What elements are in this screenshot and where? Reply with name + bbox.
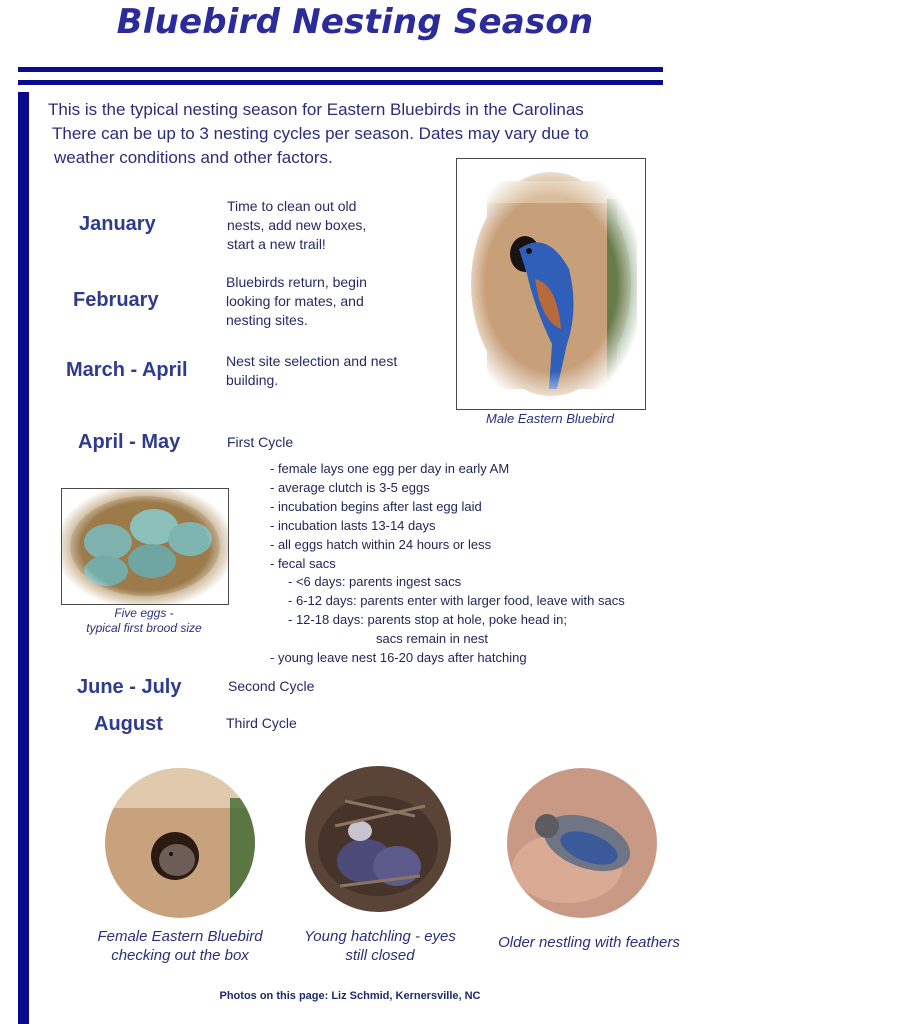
male-bluebird-photo <box>456 158 646 410</box>
month-march-april: March - April <box>66 359 188 381</box>
list-item: - young leave nest 16-20 days after hatching <box>270 650 527 666</box>
intro-text: This is the typical nesting season for Eastern Bluebirds in the Carolinas There can be up to 3 nesting cycles per season. Dates may vary due to weather conditions and other factors. <box>48 100 589 167</box>
nestling-illustration <box>507 768 657 918</box>
eggs-illustration <box>62 489 228 604</box>
desc-march-april: Nest site selection and nest building. <box>226 353 398 388</box>
desc-april-may: First Cycle <box>227 434 294 450</box>
desc-january: Time to clean out old nests, add new boxes, start a new trail! <box>227 198 367 252</box>
month-february: February <box>73 289 159 311</box>
month-june-july: June - July <box>77 676 182 698</box>
eggs-photo <box>61 488 229 605</box>
list-item: - incubation begins after last egg laid <box>270 498 482 514</box>
list-item: - fecal sacs <box>270 555 336 571</box>
hatchling-photo <box>305 766 451 912</box>
month-august: August <box>94 713 163 735</box>
desc-august: Third Cycle <box>226 715 297 731</box>
title-rule-top <box>18 67 663 72</box>
first-cycle-details <box>270 460 625 668</box>
hatchling-illustration <box>305 766 451 912</box>
female-bluebird-caption: Female Eastern Bluebird checking out the box <box>97 928 263 964</box>
list-item: - female lays one egg per day in early AM <box>270 461 510 476</box>
list-item: - all eggs hatch within 24 hours or less <box>270 536 492 552</box>
eggs-caption: Five eggs - typical first brood size <box>86 606 202 635</box>
month-april-may: April - May <box>78 431 181 453</box>
title-rule-bottom <box>18 80 663 85</box>
female-bluebird-illustration <box>105 768 255 918</box>
page-title: Bluebird Nesting Season <box>116 2 594 42</box>
hatchling-caption: Young hatchling - eyes still closed <box>304 928 456 964</box>
list-item: - 12-18 days: parents stop at hole, poke head in; <box>288 612 567 628</box>
list-item: - 6-12 days: parents enter with larger food, leave with sacs <box>288 593 625 609</box>
desc-february: Bluebirds return, begin looking for mates, and nesting sites. <box>226 274 367 328</box>
photo-credits: Photos on this page: Liz Schmid, Kernersville, NC <box>219 990 481 1002</box>
female-bluebird-photo <box>105 768 255 918</box>
left-border-bar <box>18 92 29 1024</box>
nestling-caption: Older nestling with feathers <box>498 934 680 951</box>
desc-june-july: Second Cycle <box>228 678 315 694</box>
male-bluebird-illustration <box>457 159 645 409</box>
list-item: - <6 days: parents ingest sacs <box>288 574 462 590</box>
list-item: - incubation lasts 13-14 days <box>270 517 436 533</box>
nestling-photo <box>507 768 657 918</box>
month-january: January <box>79 213 156 235</box>
male-bluebird-caption: Male Eastern Bluebird <box>486 411 614 426</box>
list-item: - average clutch is 3-5 eggs <box>270 479 430 495</box>
list-item: sacs remain in nest <box>376 631 488 647</box>
